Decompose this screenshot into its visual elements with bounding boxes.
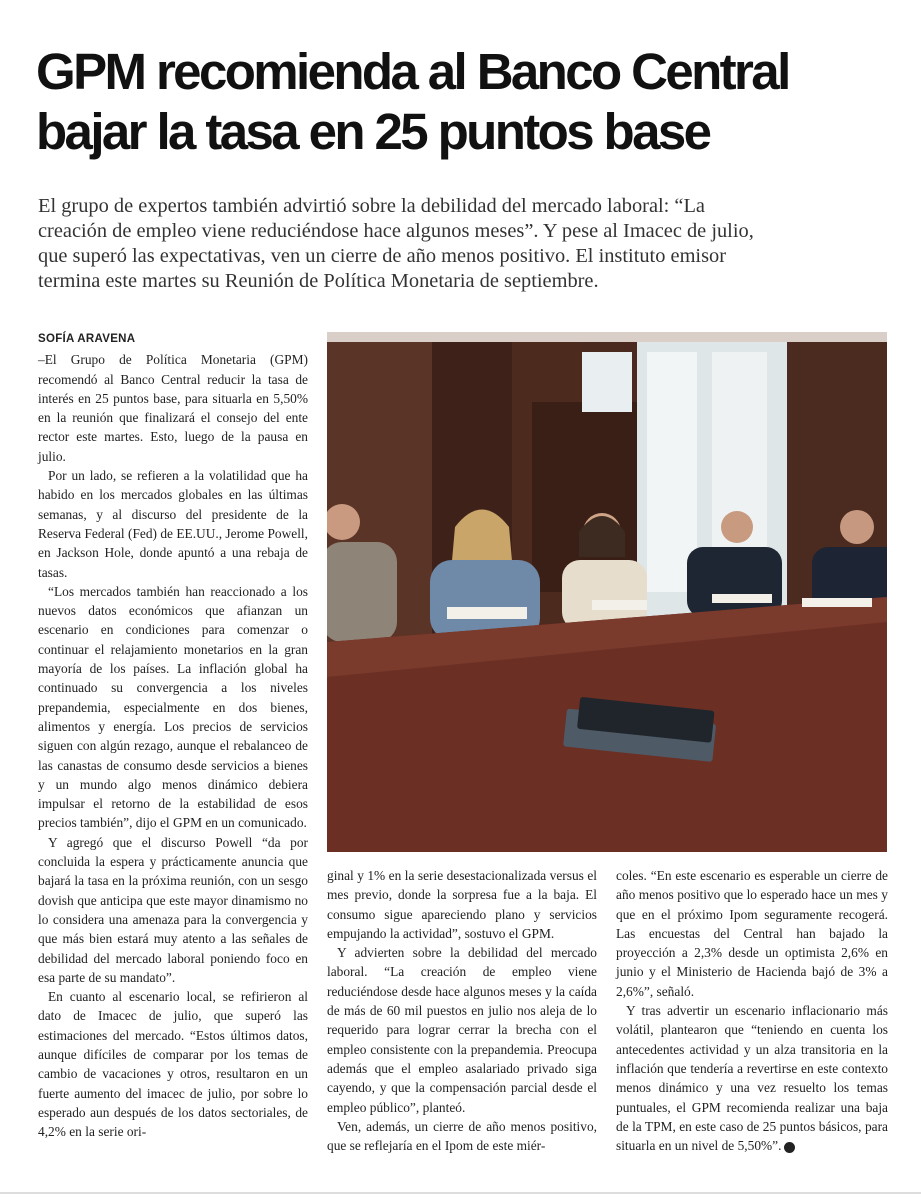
byline: SOFÍA ARAVENA: [38, 333, 136, 345]
lead-line-1: El grupo de expertos también advirtió sobre la debilidad del mercado laboral: “La: [38, 195, 705, 217]
article-column-1: [38, 330, 308, 1141]
paragraph: Por un lado, se refieren a la volatilidad que ha habido en los mercados globales en las últimas semanas, y al discurso del presidente de la Reserva Federal (Fed) de EE.UU., Jerome Powell, en Jackson Hole, donde apuntó a una rebaja de tasas.: [38, 468, 308, 580]
article-column-3: [616, 866, 888, 1155]
paragraph: En cuanto al escenario local, se refirieron al dato de Imacec de julio, que superó las estimaciones del mercado. “Estos últimos datos, aunque difíciles de comparar por los temas de cambio de vacaciones y otros, resultaron en un fuerte aumento del imacec de julio, por sobre lo esperado aun después de los datos sectoriales, de 4,2% en la serie ori-: [38, 989, 308, 1140]
meeting-photo: [327, 332, 887, 852]
paragraph: [616, 1001, 888, 1155]
paragraph: –El Grupo de Política Monetaria (GPM) recomendó al Banco Central reducir la tasa de interés en 25 puntos base, para situarla en 5,50% en la reunión que finalizará el consejo del ente rector este martes. Esto, luego de la pausa en julio.: [38, 352, 308, 464]
paragraph: Ven, además, un cierre de año menos positivo, que se reflejaría en el Ipom de este miér-: [327, 1118, 597, 1154]
lead-paragraph: [38, 194, 888, 294]
lead-line-2: creación de empleo viene reduciéndose hace algunos meses”. Y pese al Imacec de julio,: [38, 220, 754, 242]
paragraph: “Los mercados también han reaccionado a los nuevos datos económicos que afianzan un escenario en condiciones para comenzar o continuar el relajamiento monetarios en la gran mayoría de los países. La inflación global ha continuado su convergencia a los niveles prepandemia, especialmente en dos bienes, alimentos y energía. Los precios de servicios siguen con algún rezago, aunque el rebalanceo de las canastas de consumo desde servicios a bienes y un mundo algo menos dinámico debiera impulsar el retorno de la estabilidad de esos precios también”, dijo el GPM en un comunicado.: [38, 583, 308, 831]
lead-line-3: que superó las expectativas, ven un cierre de año menos positivo. El instituto emisor: [38, 245, 727, 267]
paragraph: ginal y 1% en la serie desestacionalizada versus el mes previo, donde la sorpresa fue a la baja. El consumo sigue apareciendo plano y servicios empujando la actividad”, sostuvo el GPM.: [327, 868, 597, 941]
paragraph: Y advierten sobre la debilidad del mercado laboral. “La creación de empleo viene reduciéndose desde hace algunos meses y la caída de más de 60 mil puestos en julio nos aleja de lo requerido para lograr cerrar la brecha con el empleo consistente con la prepandemia. Preocupa además que el empleo asalariado privado siga cayendo, y que la compensación parcial desde el empleo público”, planteó.: [327, 945, 597, 1115]
headline-line-1: GPM recomienda al Banco Central: [36, 43, 789, 100]
headline: [36, 42, 896, 162]
article-column-2: [327, 866, 597, 1155]
meeting-photo-illustration: [327, 332, 887, 852]
end-of-article-icon: P: [784, 1142, 795, 1153]
paragraph: coles. “En este escenario es esperable un cierre de año menos positivo que lo esperado hace un mes y que en el próximo Ipom seguramente recogerá. Las encuestas del Central han bajado la proyección a 2,3% desde un optimista 2,6% en junio y el Ministerio de Hacienda bajó de 3% a 2,6%”, señaló.: [616, 868, 888, 999]
page-divider: [0, 1192, 921, 1194]
paragraph-text: Y tras advertir un escenario inflacionario más volátil, plantearon que “teniendo en cuenta los antecedentes actividad y un alza transitoria en la inflación que tendería a revertirse en este contexto menos dinámico y una vez resuelto los temas puntuales, el GPM recomienda realizar una baja de la TPM, en este caso de 25 puntos básicos, para situarla en un nivel de 5,50%”.: [616, 1003, 888, 1154]
headline-line-2: bajar la tasa en 25 puntos base: [36, 103, 710, 160]
paragraph: Y agregó que el discurso Powell “da por concluida la espera y prácticamente anuncia que bajará la tasa en la próxima reunión, con un sesgo dovish que anticipa que este mayor dinamismo no lo considera una amenaza para la convergencia y que más bien estará muy atento a las señales de debilidad del mercado laboral poniendo foco en esa parte de su mandato”.: [38, 834, 308, 985]
lead-line-4: termina este martes su Reunión de Política Monetaria de septiembre.: [38, 270, 599, 292]
